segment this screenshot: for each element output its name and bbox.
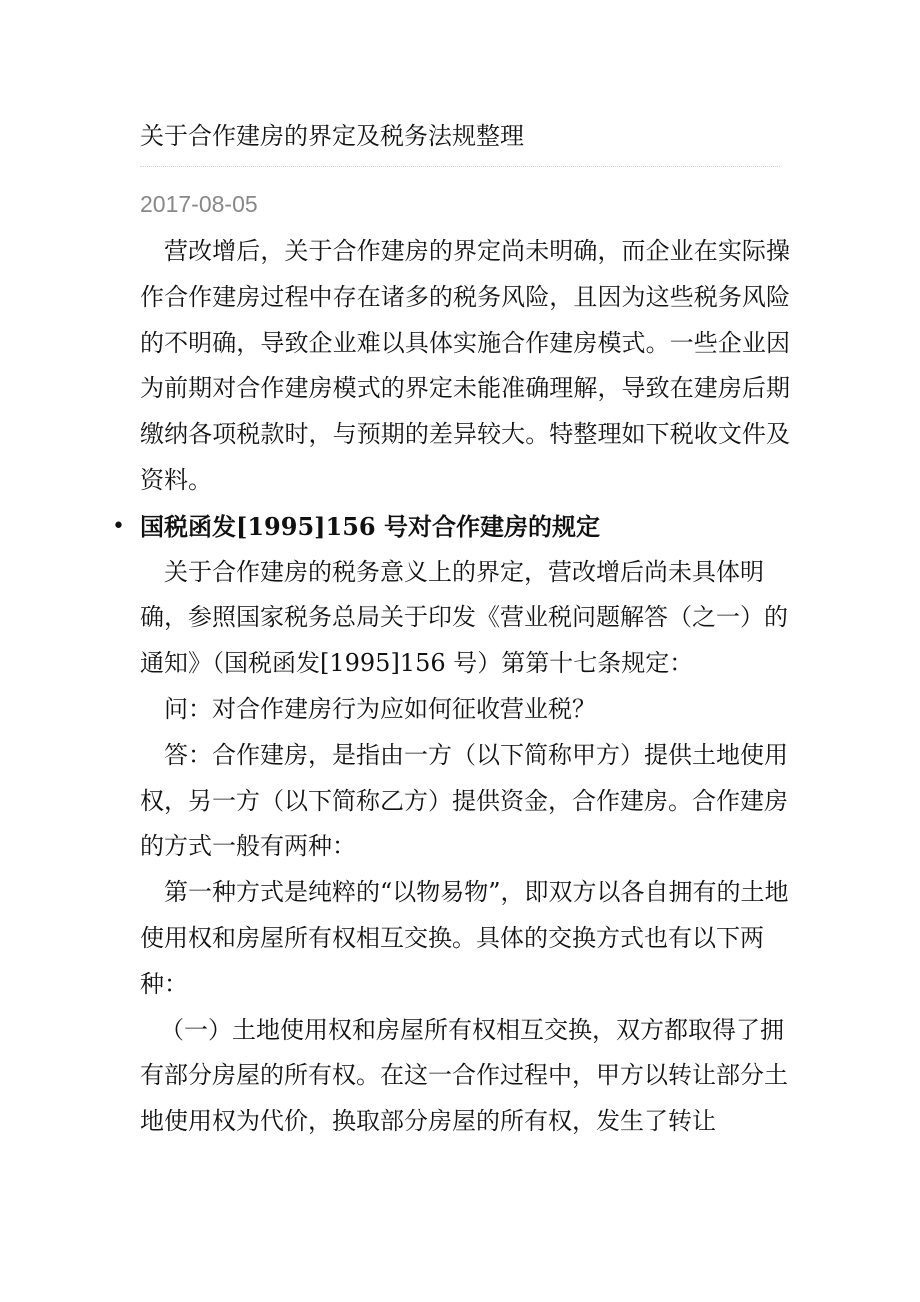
article-body (112, 229, 790, 1145)
way-one-paragraph: 第一种方式是纯粹的“以物易物”，即双方以各自拥有的土地使用权和房屋所有权相互交换。具体的交换方式也有以下两种： (140, 878, 789, 998)
section-heading (112, 504, 790, 550)
title-divider (140, 166, 780, 167)
section-heading-text: 国税函发[1995]156 号对合作建房的规定 (140, 511, 600, 541)
answer-paragraph: 答：合作建房，是指由一方（以下简称甲方）提供土地使用权，另一方（以下简称乙方）提供资金，合作建房。合作建房的方式一般有两种： (140, 740, 788, 861)
section-paragraph: 关于合作建房的税务意义上的界定，营改增后尚未具体明确，参照国家税务总局关于印发《营业税问题解答（之一）的通知》（国税函发[1995]156 号）第第十七条规定： (140, 557, 788, 678)
intro-paragraph: 营改增后，关于合作建房的界定尚未明确，而企业在实际操作合作建房过程中存在诸多的税务风险，且因为这些税务风险的不明确，导致企业难以具体实施合作建房模式。一些企业因为前期对合作建房模式的界定未能准确理解，导致在建房后期缴纳各项税款时，与预期的差异较大。特整理如下税收文件及资料。 (140, 237, 790, 494)
item-one-paragraph: （一）土地使用权和房屋所有权相互交换，双方都取得了拥有部分房屋的所有权。在这一合作过程中，甲方以转让部分土地使用权为代价，换取部分房屋的所有权，发生了转让 (140, 1015, 788, 1136)
article-title: 关于合作建房的界定及税务法规整理 (140, 122, 524, 150)
bullet-icon: • (112, 513, 125, 539)
publish-date: 2017-08-05 (140, 191, 258, 217)
question-paragraph: 问：对合作建房行为应如何征收营业税？ (164, 694, 596, 723)
